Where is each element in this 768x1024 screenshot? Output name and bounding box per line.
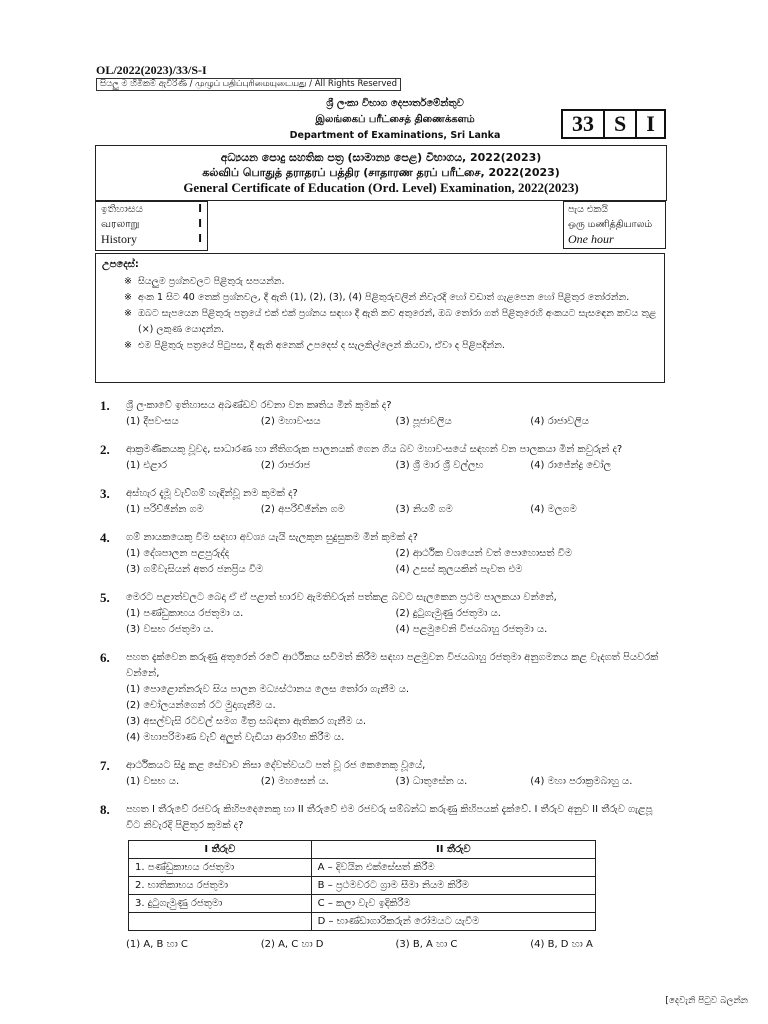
instruction-text: අංක 1 සිට 40 තෙක් ප්‍රශ්නවල, දී ඇති (1), (2), (3), (4) පිළිතුරුවලින් නිවැරදි හෝ වඩාත් ගැළපෙන හෝ පිළිතුර තෝරන්න.	[138, 292, 630, 303]
department-sinhala: ශ්‍රී ලංකා විභාග දෙපාර්තමේන්තුව	[326, 98, 464, 109]
question-number: 5.	[100, 590, 110, 605]
answer-option: (3) ශ්‍රී මාර ශ්‍රී වල්ලභ	[395, 460, 484, 471]
answer-option: (4) මහාපරිමාණ වැව් අලුත් වැඩියා ආරම්භ කිරීම ය.	[126, 732, 345, 743]
answer-option: (2) මහාවංසය	[260, 416, 321, 427]
answer-option: (3) ධාතුසේන ය.	[395, 776, 468, 787]
duration-english: One hour	[568, 232, 614, 246]
exam-title-sinhala: අධ්‍යයන පොදු සහතික පත්‍ර (සාමාන්‍ය පෙළ) විභාගය, 2022(2023)	[220, 151, 542, 164]
department-english: Department of Examinations, Sri Lanka	[289, 130, 501, 141]
subject-name: History	[101, 232, 137, 246]
answer-option: (3) නියම් ගම	[395, 504, 453, 515]
question-stem	[100, 486, 665, 502]
instruction-text: ඔබට සැපයෙන පිළිතුරු පත්‍රයේ එක් එක් ප්‍රශ්නය සඳහා දී ඇති කව අතුරෙන්, ඔබ තෝරා ගත් පිළිතුරෙහි අංකයට සැසඳෙන කවය තුළ (×) ලකුණ යොදන්න.	[138, 308, 657, 335]
question-text: ශ්‍රී ලංකාවේ ඉතිහාසය අඛණ්ඩව රචනා වන කෘතිය මින් කුමක් ද?	[126, 400, 392, 411]
question-item	[100, 442, 665, 474]
table-row	[129, 913, 596, 931]
question-item	[100, 590, 665, 638]
bullet-icon: ※	[124, 276, 132, 287]
question-number: 2.	[100, 442, 110, 457]
question-stem	[100, 590, 665, 606]
table-cell	[129, 913, 312, 931]
table-cell: 2. භාතිකාභය රජතුමා	[129, 877, 312, 895]
instruction-item	[102, 306, 658, 338]
rights-notice: සියලු ම හිමිකම් ඇවිරිණි / முழுப் பதிப்புரிமையுடையது / All Rights Reserved	[96, 78, 401, 91]
table-header-row	[129, 841, 596, 859]
answer-option: (3) වසභ රජතුමා ය.	[126, 624, 214, 635]
answer-option: (2) ආර්ථික වශයෙන් වත් පොහොසත් වීම	[395, 548, 573, 559]
answer-option: (1) පොළොන්නරුව සිය පාලන මධ්‍යස්ථානය ලෙස තෝරා ගැනීම ය.	[126, 684, 410, 695]
exam-title-tamil: கல்விப் பொதுத் தராதரப் பத்திர (சாதாரண தரப் பரீட்சை, 2022(2023)	[202, 166, 560, 179]
subject-row	[96, 232, 207, 247]
turn-page-note: [දෙවැනි පිටුව බලන්න	[665, 996, 748, 1006]
subject-paper-number: I	[198, 203, 202, 215]
column-header: I තීරුව	[129, 841, 312, 859]
code-paper: I	[635, 111, 664, 137]
answer-option: (1) එළාර	[126, 460, 168, 471]
bullet-icon: ※	[124, 292, 132, 303]
answer-options	[100, 414, 665, 430]
question-number: 3.	[100, 486, 110, 501]
question-number: 7.	[100, 758, 110, 773]
answer-option: (4) උසස් කුලයකින් පැවත එම	[395, 564, 523, 575]
answer-options	[100, 682, 665, 746]
question-stem	[100, 758, 665, 774]
question-stem	[100, 530, 665, 546]
answer-option: (4) රාජාවලිය	[530, 416, 589, 427]
answer-options	[100, 458, 665, 474]
answer-option: (4) රාජේන්ද්‍ර චෝල	[530, 460, 612, 471]
department-tamil: இலங்கைப் பரீட்சைத் திணைக்களம்	[315, 114, 475, 125]
answer-options	[100, 546, 665, 578]
instruction-text: සියලුම ප්‍රශ්නවලට පිළිතුරු සපයන්න.	[138, 276, 285, 287]
exam-title	[96, 150, 666, 195]
subject-box	[95, 201, 208, 251]
answer-options	[100, 606, 665, 638]
question-list	[100, 398, 665, 965]
answer-option: (1) වසභ ය.	[126, 776, 180, 787]
exam-title-english: General Certificate of Education (Ord. Level) Examination, 2022(2023)	[183, 180, 579, 195]
answer-option: (3) අසල්වැසි රටවල් සමග මිත්‍ර සබඳතා ඇතිකර ගැනීම ය.	[126, 716, 367, 727]
question-stem	[100, 802, 665, 834]
bullet-icon: ※	[124, 340, 132, 351]
table-cell: C – කලා වැව ඉදිකිරීම	[311, 895, 595, 913]
paper-code: OL/2022(2023)/33/S-I	[96, 63, 207, 77]
question-stem	[100, 442, 665, 458]
answer-option: (2) A, C හා D	[260, 939, 324, 950]
question-item	[100, 486, 665, 518]
question-item	[100, 530, 665, 578]
question-number: 8.	[100, 802, 110, 817]
instruction-item	[102, 290, 658, 306]
subject-paper-number: I	[198, 233, 202, 245]
table-cell: 1. පණ්ඩුකාභය රජතුමා	[129, 859, 312, 877]
bullet-icon: ※	[124, 308, 132, 319]
question-stem	[100, 398, 665, 414]
question-item	[100, 758, 665, 790]
duration-tamil: ஒரு மணித்தியாலம்	[568, 219, 653, 230]
answer-option: (3) පූජාවලිය	[395, 416, 452, 427]
question-text: මෙරට පළාත්වලට බෙදා ඒ ඒ පළාත් භාරව ඇමතිවරුන් පත්කළ බවට සැලකෙන ප්‍රථම පාලකයා වන්නේ,	[126, 592, 557, 603]
question-stem	[100, 650, 665, 682]
instructions-box	[95, 253, 665, 383]
question-text: පහත දැක්වෙන කරුණු අතුරෙන් රටේ ආර්ථිකය සවිමත් කිරීම සඳහා පළමුවන විජයබාහු රජතුමා අනුගමනය කළ වැදගත් පියවරක් වන්නේ,	[126, 652, 659, 679]
answer-options	[100, 774, 665, 790]
answer-option: (2) දුටුගැමුණු රජතුමා ය.	[395, 608, 501, 619]
question-number: 6.	[100, 650, 110, 665]
answer-option: (2) රාජරාජ	[260, 460, 311, 471]
column-header: II තීරුව	[311, 841, 595, 859]
table-cell: A – දිවයින එක්සේසත් කිරීම	[311, 859, 595, 877]
instruction-item	[102, 274, 658, 290]
department-header	[250, 96, 540, 144]
table-row	[129, 895, 596, 913]
instructions-title: උපදෙස්:	[102, 259, 139, 270]
instruction-item	[102, 338, 658, 354]
answer-option: (4) මහා පරාක්‍රමබාහු ය.	[530, 776, 633, 787]
answer-option: (3) B, A හා C	[395, 939, 458, 950]
table-cell: 3. දුටුගැමුණු රජතුමා	[129, 895, 312, 913]
answer-option: (4) B, D හා A	[530, 939, 593, 950]
table-row	[129, 859, 596, 877]
code-medium: S	[603, 111, 635, 137]
question-text: පහත I තීරුවේ රජවරු කිහිපදෙනෙකු හා II තීරුවේ එම රජවරු සම්බන්ධ කරුණු කිහිපයක් දැක්වේ. I තීරුව අනුව II තීරුව ගැළපූ විට නිවැරදි පිළිතුර කුමක් ද?	[126, 804, 653, 831]
question-text: ආර්ථිකයට සිදු කළ සේවාව නිසා දේවත්වයට පත් වූ රජ කෙනෙකු වූයේ,	[126, 760, 426, 771]
answer-option: (3) ගම්වැසියන් අතර ජනප්‍රිය වීම	[126, 564, 264, 575]
subject-name: ඉතිහාසය	[101, 203, 143, 215]
question-number: 1.	[100, 398, 110, 413]
answer-option: (2) චෝලයන්ගෙන් රට මුදාගැනීම ය.	[126, 700, 276, 711]
answer-option: (2) මහසෙන් ය.	[260, 776, 329, 787]
question-text: අස්හැර දැමූ වැව්ගම් හැඳින්වූ නම කුමක් ද?	[126, 488, 298, 499]
answer-option: (1) දේශපාලන පළපුරුද්ද	[126, 548, 230, 559]
table-row	[129, 877, 596, 895]
question-number: 4.	[100, 530, 110, 545]
subject-paper-number: I	[198, 218, 202, 230]
question-text: ගම් නායකයෙකු වීම සඳහා අවශ්‍ය යැයි සැලකුන සුදුසුකම මින් කුමක් ද?	[126, 532, 418, 543]
subject-code-box	[561, 109, 666, 139]
answer-option: (1) A, B හා C	[126, 939, 188, 950]
answer-option: (4) පළමුවෙනි විජයබාහු රජතුමා ය.	[395, 624, 548, 635]
duration-box	[563, 201, 666, 249]
answer-option: (4) මලගම	[530, 504, 577, 515]
matching-table	[128, 840, 596, 931]
subject-name: வரலாறு	[101, 218, 140, 230]
code-number: 33	[572, 111, 594, 136]
question-text: ආක්‍රමණිකයකු වූවද, සාධාරණ හා නීතිගරුක පාලනයක් ගෙන ගිය බව මහාවංසයේ සඳහන් වන පාලකයා මින් කවුරුන් ද?	[126, 444, 623, 455]
question-item	[100, 398, 665, 430]
table-cell: B – ප්‍රථමවරට ග්‍රාම සීමා නියම කිරීම	[311, 877, 595, 895]
answer-option: (1) පණ්ඩුකාභය රජතුමා ය.	[126, 608, 244, 619]
answer-option: (2) අපරිච්ඡින්න ගම	[260, 504, 345, 515]
subject-row	[96, 217, 207, 232]
question-item	[100, 650, 665, 746]
instruction-text: එම පිළිතුරු පත්‍රයේ පිටුපස, දී ඇති අනෙක් උපදෙස් ද සැලකිල්ලෙන් කියවා, ඒවා ද පිළිපදින්න.	[138, 340, 505, 351]
answer-option: (1) දීපවංසය	[126, 416, 179, 427]
subject-row	[96, 202, 207, 217]
duration-sinhala: පැය එකයි	[568, 204, 608, 215]
answer-option: (1) පරිච්ඡින්න ගම	[126, 504, 204, 515]
question-item	[100, 802, 665, 953]
answer-options	[100, 502, 665, 518]
table-cell: D – භාණ්ඩාගාරිකරුන් රෝමයට යැවීම	[311, 913, 595, 931]
answer-options	[100, 937, 665, 953]
